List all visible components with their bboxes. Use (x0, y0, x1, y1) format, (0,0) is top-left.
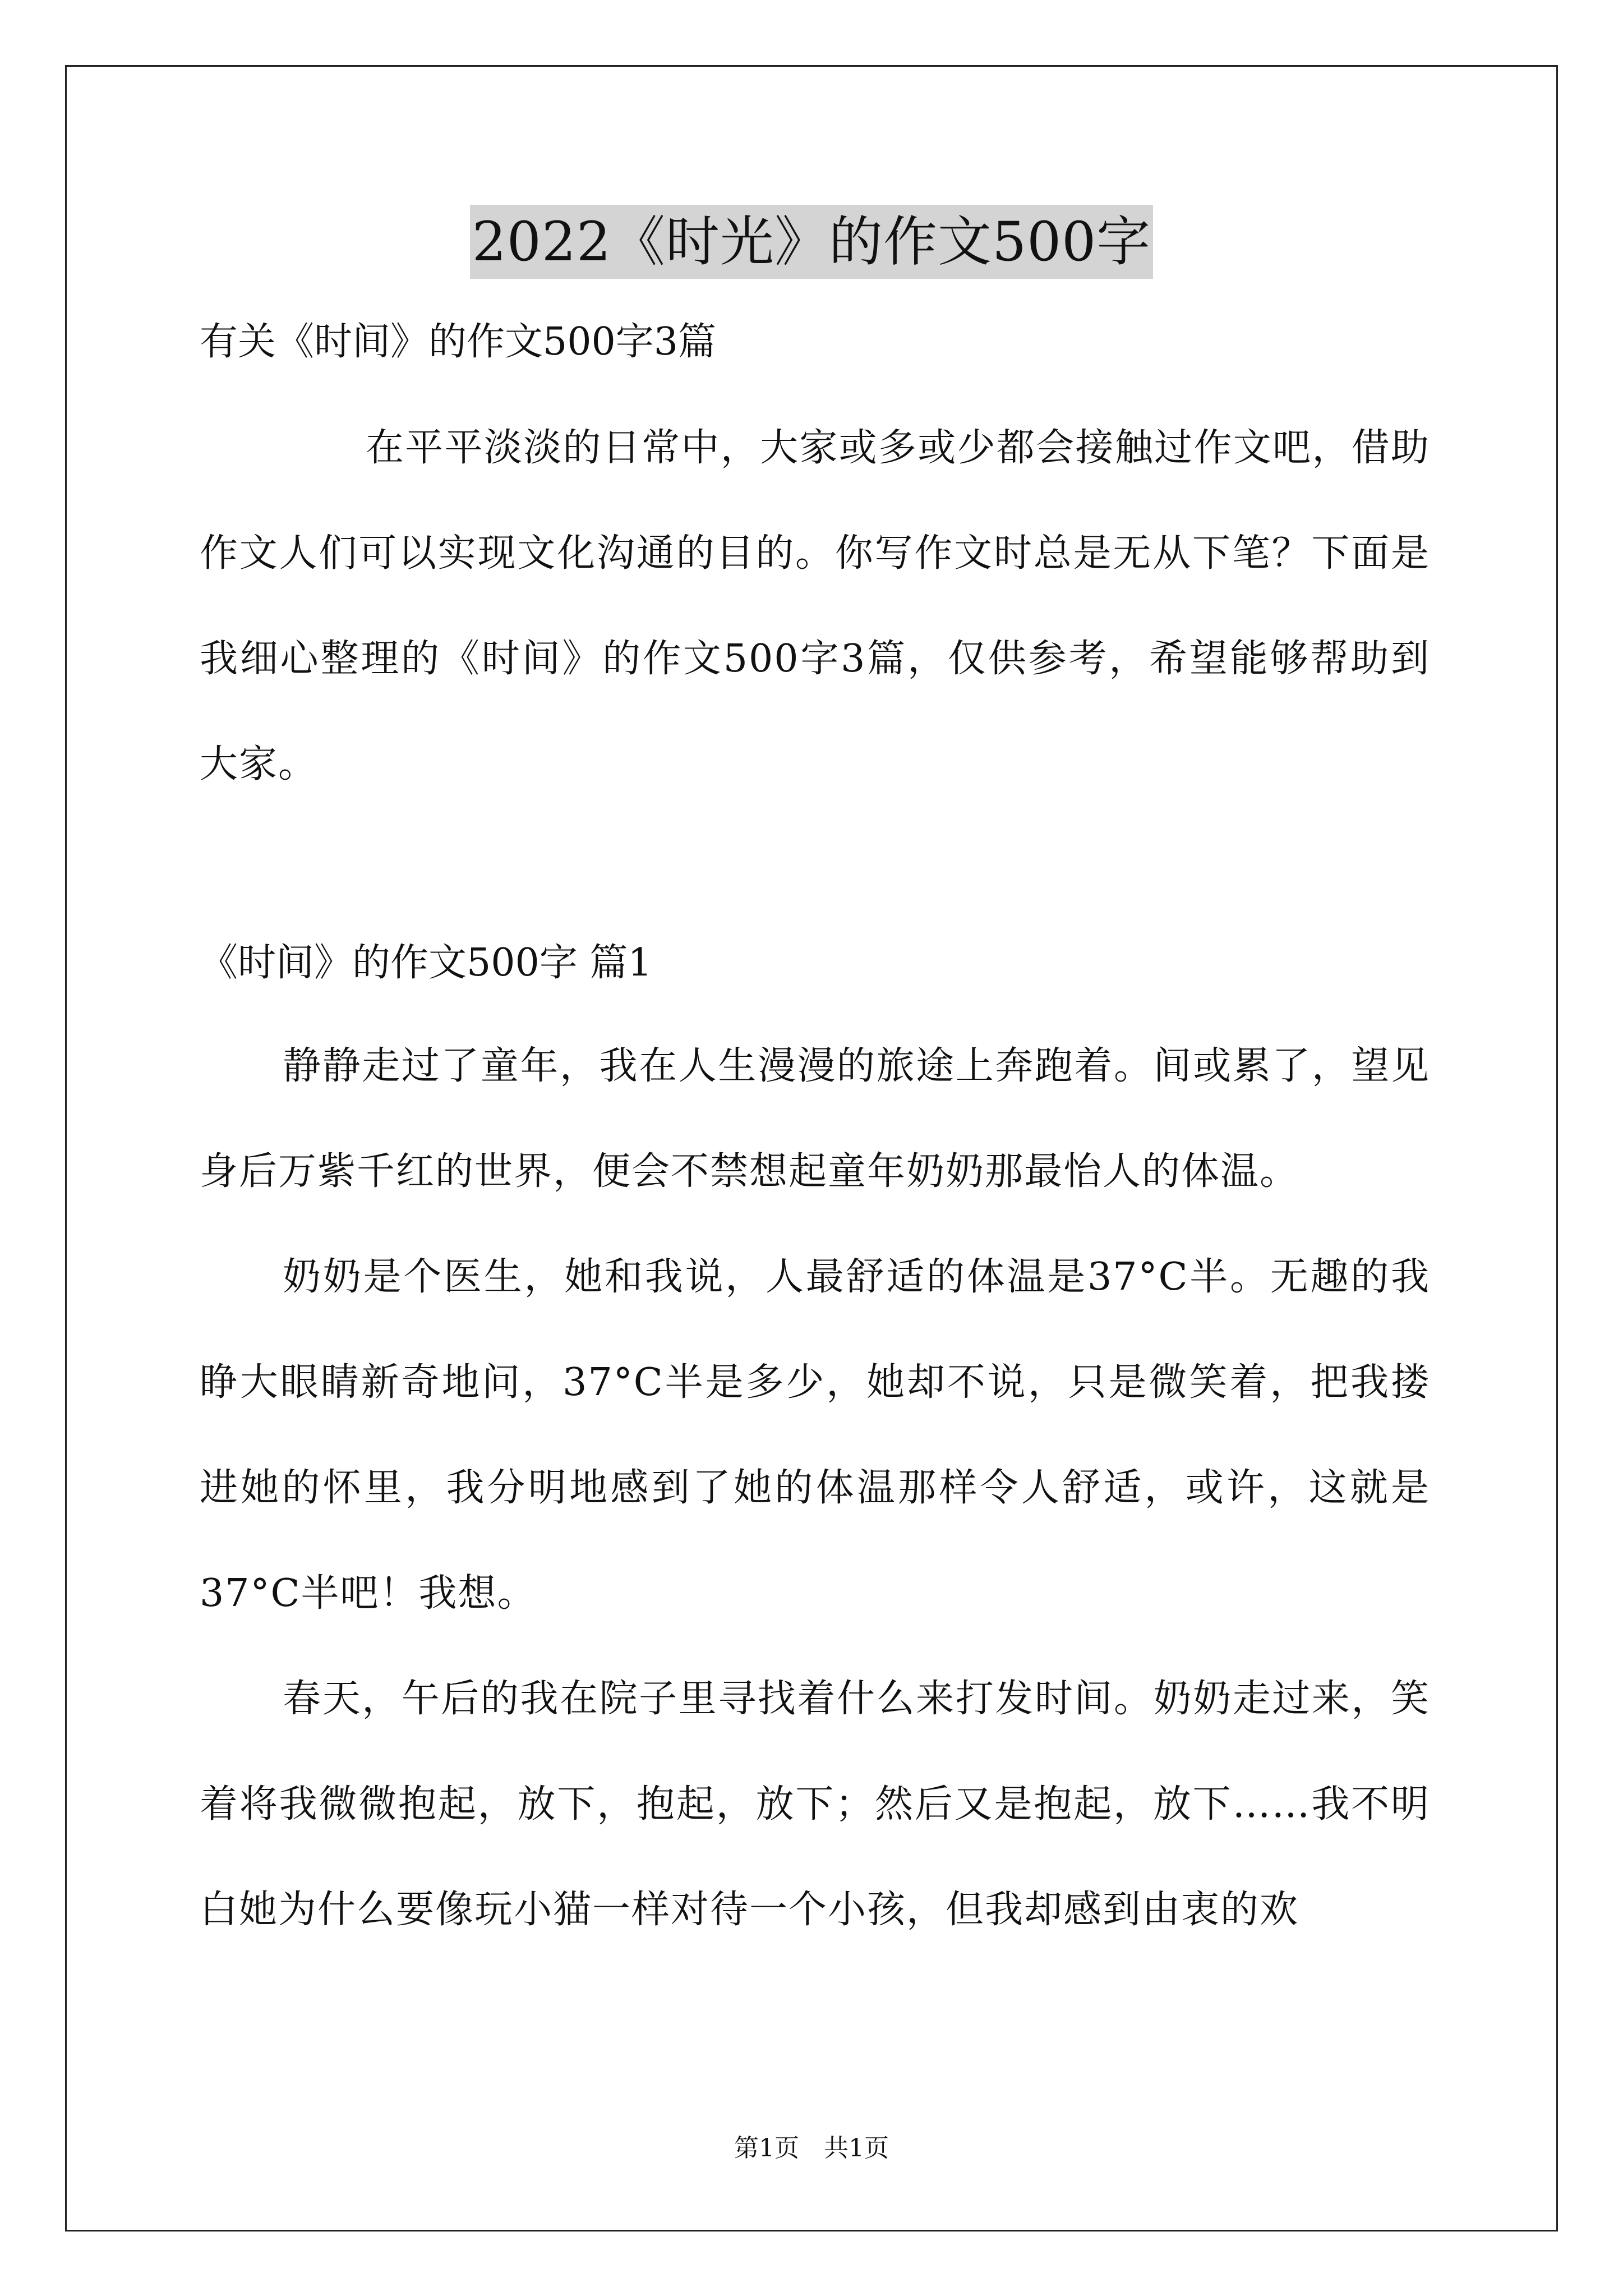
intro-paragraph: 在平平淡淡的日常中，大家或多或少都会接触过作文吧，借助作文人们可以实现文化沟通的目的。你写作文时总是无从下笔？下面是我细心整理的《时间》的作文500字3篇，仅供参考，希望能够帮助到大家。 (200, 426, 1430, 786)
document-body (200, 314, 1430, 1963)
body-paragraph-3: 春天，午后的我在院子里寻找着什么来打发时间。奶奶走过来，笑着将我微微抱起，放下，抱起，放下；然后又是抱起，放下……我不明白她为什么要像玩小猫一样对待一个小孩，但我却感到由衷的欢 (200, 1677, 1430, 1932)
body-paragraph-2: 奶奶是个医生，她和我说，人最舒适的体温是37°C半。无趣的我睁大眼睛新奇地问，37°C半是多少，她却不说，只是微笑着，把我搂进她的怀里，我分明地感到了她的体温那样令人舒适，或许，这就是37°C半吧！我想。 (200, 1255, 1430, 1616)
page-footer: 第1页 共1页 (734, 2134, 889, 2162)
document-title: 2022《时光》的作文500字 (470, 205, 1154, 279)
title-container (0, 205, 1623, 279)
document-subtitle: 有关《时间》的作文500字3篇 (200, 320, 717, 364)
section-heading: 《时间》的作文500字 篇1 (200, 941, 652, 985)
body-paragraph-1: 静静走过了童年，我在人生漫漫的旅途上奔跑着。间或累了，望见身后万紫千红的世界，便会不禁想起童年奶奶那最怡人的体温。 (200, 1044, 1430, 1194)
